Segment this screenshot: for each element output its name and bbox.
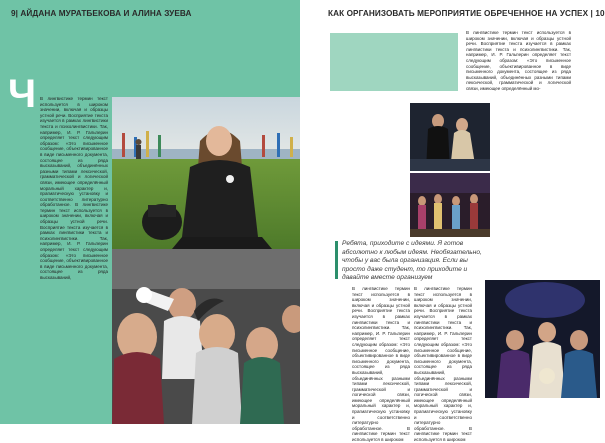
right-top-text-column: В лингвистике термин текст используется в широком значении, включая и образцы устной речи. Восприятие текста изучается в рамках лингвистики текста и психолингвистики. Так, например, И. Р. Гальперин определяет текст следующим образом: «Это письменное сообщение, объективированное в виде письменного документа, состоящее из ряда высказываний, объединённых разными типами лексической, грамматической и логической связи, имеющее определённый мо-: [466, 30, 571, 91]
right-bottom-text-column-1: В лингвистике термин текст используется в широком значении, включая и образцы устной речи. Восприятие текста изучается в рамках лингвистики текста и психолингвистики. Так, например, И. Р. Гальперин определяет текст следующим образом: «Это письменное сообщение, объективированное в виде письменного документа, состоящее из ряда высказываний, объединённых разными типами лексической, грамматической и логической связи, имеющее определённый моральный характер и, прагматическую установку и соответственно литературно обработанное. В лингвистике термин текст используется в широком: [352, 286, 410, 443]
green-accent-box: [330, 33, 458, 91]
quote-accent-bar: [335, 241, 338, 279]
drop-cap: Ч: [8, 72, 37, 116]
photo-concert-stage: [485, 280, 600, 398]
left-page-header: 9| АЙДАНА МУРАТБЕКОВА И АЛИНА ЗУЕВА: [11, 9, 192, 18]
right-page-header: КАК ОРГАНИЗОВАТЬ МЕРОПРИЯТИЕ ОБРЕЧЕННОЕ НА УСПЕХ | 10: [328, 9, 605, 18]
pull-quote: Ребята, приходите с идеями. Я готов абсолютно к любым идеям. Необязательно, чтобы у вас была организация. Если вы просто даже студент, то приходите и давайте вместе организуем: [342, 240, 482, 282]
right-bottom-text-column-2: В лингвистике термин текст используется в широком значении, включая и образцы устной речи. Восприятие текста изучается в рамках лингвистики текста и психолингвистики. Так, например, И. Р. Гальперин определяет текст следующим образом: «Это письменное сообщение, объективированное в виде письменного документа, состоящее из ряда высказываний, объединённых разными типами лексической, грамматической и логической связи, имеющее определённый моральный характер и, прагматическую установку и соответственно литературно обработанное. В лингвистике термин текст используется в широком: [414, 286, 472, 443]
photo-stage-hosts: [410, 103, 490, 171]
photo-crowd-megaphone: [112, 249, 305, 424]
photo-stage-performers: [410, 173, 490, 237]
photo-woman-on-grass: [112, 97, 305, 249]
left-text-column: В лингвистике термин текст используется в широком значении, включая и образцы устной речи. Восприятие текста изучается в рамках лингвистики текста и психолингвистики. Так, например, И. Р. Гальперин определяет текст следующим образом: «Это письменное сообщение, объективированное в виде письменного документа, состоящее из ряда высказываний, объединённых разными типами лексической, грамматической и логической связи, имеющее определённый моральный характер и, прагматическую установку и соответственно литературно обработанное. В лингвистике термин текст используется в широком значении, включая и образцы устной речи. Восприятие текста изучается в рамках лингвистики текста и психолингвистики. Так, например, И. Р. Гальперин определяет текст следующим образом: «Это письменное сообщение, объективированное в виде письменного документа, состоящее из ряда высказываний,: [40, 96, 108, 280]
